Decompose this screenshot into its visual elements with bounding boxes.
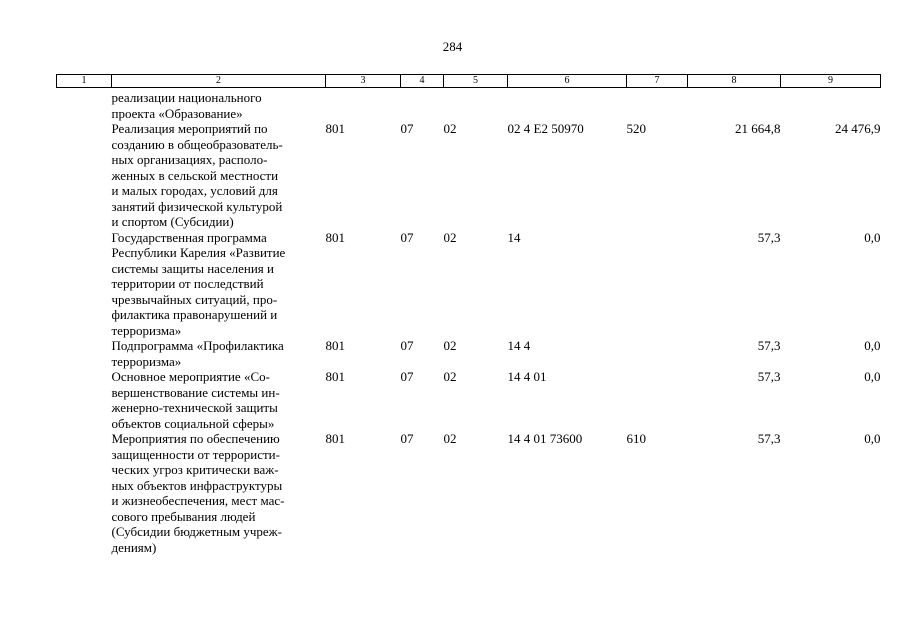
cell-code: 801 [325, 338, 345, 353]
cell-code: 801 [325, 121, 345, 136]
cell-amount-col9: 0,0 [864, 338, 881, 353]
table-row [57, 121, 881, 230]
cell-target-article: 02 4 E2 50970 [507, 121, 584, 136]
cell-amount-col8: 57,3 [757, 338, 781, 353]
cell-expense-type: 610 [626, 431, 646, 446]
cell-amount-col8 [688, 88, 781, 122]
cell-name-line: дениям) [111, 539, 157, 555]
cell-section: 07 [400, 121, 414, 136]
table-row [57, 369, 881, 431]
table-header-row [57, 75, 881, 88]
cell-name-line: защищенности от террористи- [111, 446, 280, 462]
cell-name-line: и жизнеобеспечения, мест мас- [111, 493, 285, 508]
table-row [57, 230, 881, 339]
cell-expense-type [627, 230, 688, 339]
page-number: 284 [442, 39, 463, 54]
cell-section [401, 88, 444, 122]
cell-name-line: Государственная программа [111, 229, 267, 245]
cell-amount-col8: 57,3 [757, 431, 781, 446]
cell-name-line: женных в сельской местности [111, 167, 279, 183]
cell-code: 801 [325, 369, 345, 384]
cell-amount-col9: 24 476,9 [835, 121, 881, 136]
cell-name-line: вершенствование системы ин- [111, 384, 280, 400]
cell-section: 07 [400, 431, 414, 446]
cell-expense-type [627, 338, 688, 369]
cell-name-line: объектов социальной сферы» [111, 415, 275, 431]
header-col-5: 5 [444, 75, 508, 88]
table-row [57, 338, 881, 369]
cell-expense-type [627, 369, 688, 431]
cell-name-line: Основное мероприятие «Со- [111, 369, 270, 384]
cell-name [112, 121, 326, 230]
cell-subsection: 02 [443, 121, 457, 136]
budget-table [56, 74, 881, 555]
cell-name-line: и спортом (Субсидии) [111, 214, 234, 229]
cell-amount-col8: 57,3 [757, 369, 781, 384]
table-body [57, 88, 881, 556]
cell-name [112, 338, 326, 369]
cell-code: 801 [325, 431, 345, 446]
cell-name [112, 88, 326, 122]
cell-name [112, 230, 326, 339]
header-col-2: 2 [112, 75, 326, 88]
cell-expense-type [627, 88, 688, 122]
cell-index [57, 88, 112, 122]
cell-name-line: территории от последствий [111, 276, 264, 291]
cell-code: 801 [325, 229, 345, 245]
cell-name-line: созданию в общеобразователь- [111, 136, 283, 152]
cell-amount-col9: 0,0 [864, 431, 881, 446]
cell-name-line: и малых городах, условий для [111, 183, 278, 198]
cell-index [57, 121, 112, 230]
cell-amount-col8: 21 664,8 [735, 121, 781, 136]
cell-name-line: (Субсидии бюджетным учреж- [111, 524, 282, 539]
cell-subsection: 02 [443, 338, 457, 353]
cell-name-line: сового пребывания людей [111, 508, 256, 524]
cell-target-article [508, 88, 627, 122]
header-col-4: 4 [401, 75, 444, 88]
cell-subsection: 02 [443, 229, 457, 245]
cell-name-line: чрезвычайных ситуаций, про- [111, 291, 278, 307]
cell-amount-col9: 0,0 [864, 229, 881, 245]
cell-name-line: женерно-технической защиты [111, 400, 278, 415]
header-col-9: 9 [781, 75, 881, 88]
cell-section: 07 [400, 369, 414, 384]
cell-name-line: ческих угроз критически важ- [111, 462, 279, 477]
table-row [57, 88, 881, 122]
cell-index [57, 369, 112, 431]
cell-name [112, 431, 326, 555]
header-col-7: 7 [627, 75, 688, 88]
cell-name-line: Мероприятия по обеспечению [111, 431, 280, 446]
cell-expense-type: 520 [626, 121, 646, 136]
cell-name-line: реализации национального [111, 90, 262, 105]
cell-amount-col8: 57,3 [757, 229, 781, 245]
cell-name-line: филактика правонарушений и [111, 307, 278, 322]
cell-target-article: 14 4 [507, 338, 531, 353]
cell-name-line: Подпрограмма «Профилактика [111, 338, 284, 353]
cell-target-article: 14 4 01 [507, 369, 547, 384]
cell-subsection: 02 [443, 431, 457, 446]
cell-name-line: Республики Карелия «Развитие [111, 245, 286, 260]
table-row [57, 431, 881, 555]
cell-section: 07 [400, 229, 414, 245]
cell-name-line: занятий физической культурой [111, 198, 283, 214]
header-col-8: 8 [688, 75, 781, 88]
header-col-1: 1 [57, 75, 112, 88]
cell-name-line: терроризма» [111, 322, 182, 338]
header-col-3: 3 [326, 75, 401, 88]
cell-amount-col9 [781, 88, 881, 122]
cell-name-line: терроризма» [111, 353, 182, 369]
cell-subsection: 02 [443, 369, 457, 384]
cell-name-line: ных объектов инфраструктуры [111, 477, 283, 493]
header-col-6: 6 [508, 75, 627, 88]
cell-name-line: Реализация мероприятий по [111, 121, 268, 136]
cell-name [112, 369, 326, 431]
cell-amount-col9: 0,0 [864, 369, 881, 384]
cell-target-article: 14 4 01 73600 [507, 431, 583, 446]
cell-target-article: 14 [507, 229, 521, 245]
cell-name-line: ных организациях, располо- [111, 152, 268, 167]
cell-name-line: системы защиты населения и [111, 260, 274, 276]
cell-subsection [444, 88, 508, 122]
cell-code [326, 88, 401, 122]
cell-index [57, 230, 112, 339]
cell-index [57, 338, 112, 369]
cell-index [57, 431, 112, 555]
cell-section: 07 [400, 338, 414, 353]
cell-name-line: проекта «Образование» [111, 105, 243, 121]
